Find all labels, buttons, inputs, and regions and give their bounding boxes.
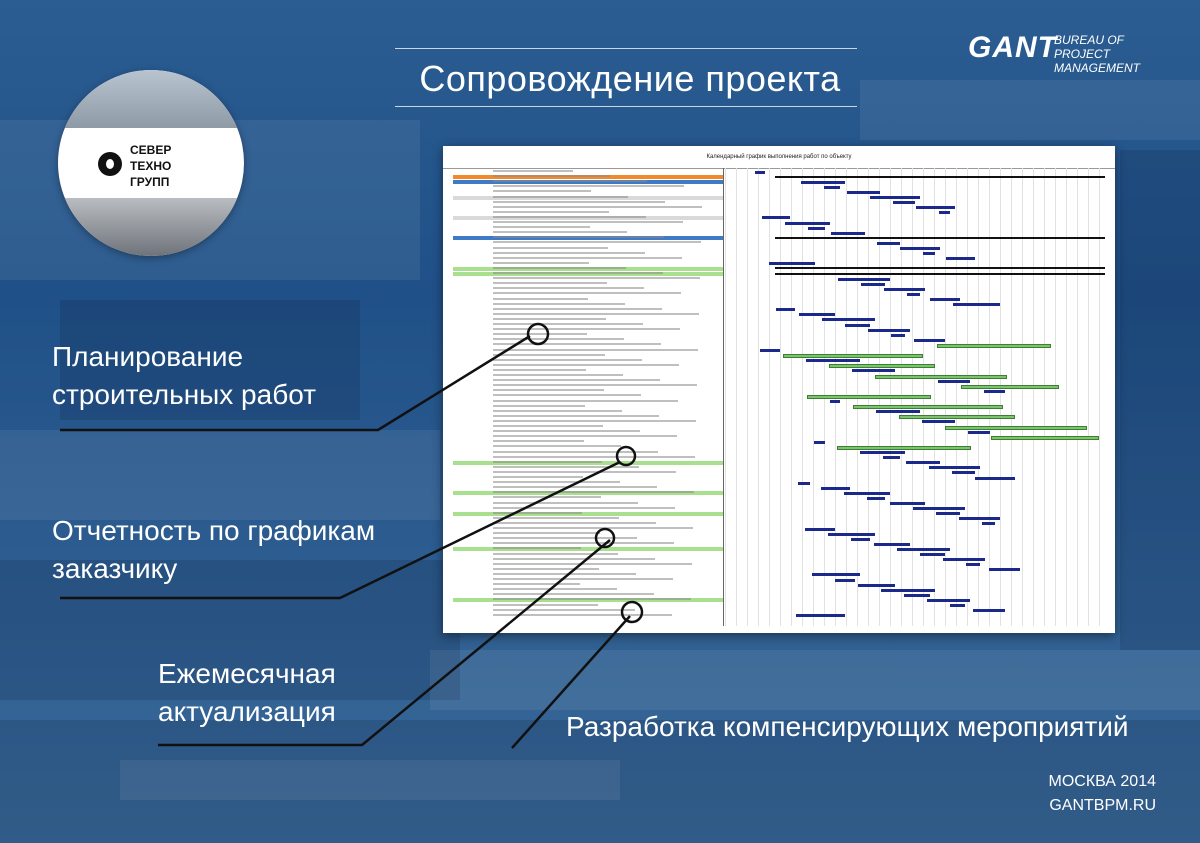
gantt-table-row: [453, 486, 723, 490]
gantt-table-row: [453, 333, 723, 337]
gantt-table-row: [453, 389, 723, 393]
gantt-task-bar: [897, 548, 950, 551]
gantt-task-bar: [867, 497, 885, 500]
gantt-table-row: [453, 364, 723, 368]
gantt-task-bar: [939, 211, 950, 214]
gantt-row-text: [493, 568, 599, 570]
gantt-task-bar: [991, 436, 1099, 440]
gantt-table-row: [453, 394, 723, 398]
gantt-row-text: [493, 400, 678, 402]
gantt-table-row: [453, 231, 723, 235]
gantt-table-row: [453, 573, 723, 577]
gantt-table-row: [453, 226, 723, 230]
gantt-task-bar: [936, 512, 960, 515]
gantt-row-text: [493, 185, 684, 187]
gantt-task-bar: [950, 604, 965, 607]
gantt-row-text: [493, 394, 641, 396]
gantt-row-text: [493, 461, 602, 463]
gantt-table-row: [453, 451, 723, 455]
label-monthly: Ежемесячная актуализация: [158, 658, 336, 727]
gantt-table-row: [453, 568, 723, 572]
building-photo: [58, 70, 244, 128]
gantt-table-row: [453, 558, 723, 562]
page-title: Сопровождение проекта: [419, 58, 841, 99]
gantt-row-text: [493, 491, 694, 493]
gantt-table-row: [453, 481, 723, 485]
gantt-table-row: [453, 369, 723, 373]
gantt-row-text: [493, 282, 607, 284]
gantt-table-row: [453, 323, 723, 327]
gantt-row-text: [493, 451, 658, 453]
gantt-task-bar: [966, 563, 980, 566]
gantt-task-bar: [775, 237, 1105, 239]
gantt-row-text: [493, 593, 654, 595]
gantt-task-bar: [904, 594, 930, 597]
gantt-table-row: [453, 282, 723, 286]
gantt-table-row: [453, 425, 723, 429]
gantt-task-bar: [961, 385, 1059, 389]
gantt-task-bar: [853, 405, 1003, 409]
gantt-task-bar: [874, 543, 910, 546]
gantt-row-text: [493, 471, 676, 473]
gantt-table-row: [453, 440, 723, 444]
gantt-task-bar: [798, 482, 810, 485]
gantt-task-bar: [989, 568, 1020, 571]
gantt-task-bar: [775, 176, 1105, 178]
gantt-row-text: [493, 522, 656, 524]
gantt-row-text: [493, 190, 591, 192]
gantt-grid-line: [725, 168, 726, 626]
gantt-row-text: [493, 614, 672, 616]
gantt-task-bar: [929, 466, 980, 469]
gantt-table-row: [453, 221, 723, 225]
gantt-table-row: [453, 308, 723, 312]
gantt-row-text: [493, 287, 644, 289]
gantt-task-bar: [829, 364, 935, 368]
gantt-row-text: [493, 303, 625, 305]
gantt-row-text: [493, 267, 626, 269]
gantt-task-bar: [775, 273, 1105, 275]
gantt-row-text: [493, 328, 680, 330]
gantt-row-text: [493, 206, 702, 208]
gantt-row-text: [493, 333, 587, 335]
gantt-task-bar: [835, 579, 855, 582]
gantt-table-row: [453, 461, 723, 465]
gantt-table-row: [453, 185, 723, 189]
gantt-task-bar: [913, 507, 965, 510]
gantt-row-text: [493, 430, 640, 432]
gantt-table-row: [453, 241, 723, 245]
gantt-table-row: [453, 491, 723, 495]
gantt-row-text: [493, 359, 642, 361]
gantt-row-text: [493, 247, 608, 249]
gantt-table-row: [453, 517, 723, 521]
gantt-table-row: [453, 206, 723, 210]
desk-photo: [58, 198, 244, 256]
gantt-table-row: [453, 578, 723, 582]
gantt-task-bar: [923, 252, 935, 255]
gantt-task-bar: [899, 415, 1015, 419]
gantt-task-bar: [937, 344, 1051, 348]
gantt-table-row: [453, 277, 723, 281]
gantt-task-bar: [975, 477, 1015, 480]
gantt-task-bar: [861, 283, 885, 286]
logo-mark: GANT: [968, 31, 1057, 64]
gantt-table-row: [453, 374, 723, 378]
gantt-row-text: [493, 466, 639, 468]
gantt-table-row: [453, 252, 723, 256]
gantt-task-bar: [812, 573, 860, 576]
gantt-row-text: [493, 507, 675, 509]
gantt-task-bar: [844, 492, 890, 495]
gantt-table-row: [453, 476, 723, 480]
gantt-task-bar: [893, 201, 915, 204]
gant-logo: [968, 30, 1168, 75]
gantt-table-row: [453, 435, 723, 439]
gantt-table-row: [453, 553, 723, 557]
gantt-table-row: [453, 466, 723, 470]
gantt-table-row: [453, 410, 723, 414]
gantt-row-text: [493, 435, 677, 437]
gantt-header: Календарный график выполнения работ по объекту: [443, 146, 1115, 169]
gantt-row-text: [493, 221, 683, 223]
gantt-row-text: [493, 486, 657, 488]
gantt-row-text: [493, 558, 655, 560]
gantt-task-bar: [927, 599, 970, 602]
gantt-row-text: [493, 496, 601, 498]
gantt-task-bar: [946, 257, 975, 260]
gantt-table-row: [453, 547, 723, 551]
logo-subtitle: [1054, 33, 1168, 75]
footer: [1049, 770, 1157, 818]
company-name: СЕВЕР ТЕХНО ГРУПП: [130, 143, 172, 189]
gantt-task-bar: [922, 420, 955, 423]
gantt-task-bar: [830, 400, 840, 403]
gantt-row-text: [493, 456, 695, 458]
gantt-table-row: [453, 588, 723, 592]
gantt-task-bar: [877, 242, 900, 245]
gantt-table-row: [453, 328, 723, 332]
gantt-task-bar: [799, 313, 835, 316]
gantt-row-text: [493, 588, 617, 590]
gantt-task-bar: [807, 395, 931, 399]
gantt-grid-line: [747, 168, 748, 626]
gantt-row-text: [493, 563, 692, 565]
gantt-task-bar: [801, 181, 845, 184]
gantt-task-bar: [851, 538, 870, 541]
gantt-task-bar: [822, 318, 875, 321]
gantt-table-row: [453, 583, 723, 587]
gantt-row-text: [493, 405, 585, 407]
gantt-row-text: [493, 226, 590, 228]
gantt-task-bar: [828, 533, 875, 536]
gantt-table-row: [453, 292, 723, 296]
gantt-row-text: [493, 369, 586, 371]
gantt-task-bar: [938, 380, 970, 383]
gantt-row-text: [493, 211, 609, 213]
gantt-table-row: [453, 349, 723, 353]
label-reporting: Отчетность по графикам заказчику: [52, 515, 376, 584]
gantt-row-text: [493, 425, 603, 427]
gantt-table-row: [453, 196, 723, 200]
gantt-row-text: [493, 512, 582, 514]
gantt-row-text: [493, 252, 645, 254]
gantt-row-text: [493, 257, 682, 259]
gantt-table-row: [453, 502, 723, 506]
gantt-grid-line: [736, 168, 737, 626]
gantt-row-text: [493, 573, 636, 575]
gantt-table-row: [453, 507, 723, 511]
gantt-task-bar: [906, 461, 940, 464]
gantt-row-text: [493, 196, 628, 198]
gantt-table-row: [453, 384, 723, 388]
gantt-table-row: [453, 211, 723, 215]
gantt-table-row: [453, 604, 723, 608]
gantt-task-bar: [943, 558, 985, 561]
gantt-row-text: [493, 547, 581, 549]
gantt-table-row: [453, 405, 723, 409]
gantt-task-bar: [808, 227, 825, 230]
gantt-row-text: [493, 517, 619, 519]
gantt-row-text: [493, 374, 623, 376]
gantt-row-text: [493, 553, 618, 555]
gantt-row-text: [493, 445, 621, 447]
gantt-row-text: [493, 583, 580, 585]
gantt-task-bar: [796, 614, 845, 617]
gantt-row-text: [493, 598, 691, 600]
gantt-table-row: [453, 338, 723, 342]
gantt-row-text: [493, 343, 661, 345]
gantt-row-text: [493, 349, 698, 351]
gantt-row-text: [493, 298, 588, 300]
gantt-row-text: [493, 578, 673, 580]
gantt-row-text: [493, 338, 624, 340]
gantt-task-bar: [883, 456, 900, 459]
gantt-task-bar: [769, 262, 815, 265]
gantt-task-bar: [852, 369, 895, 372]
gantt-table-row: [453, 170, 723, 174]
gantt-row-text: [493, 170, 573, 172]
gantt-task-bar: [831, 232, 865, 235]
gantt-table-row: [453, 267, 723, 271]
gantt-task-bar: [805, 528, 835, 531]
gantt-table-row: [453, 318, 723, 322]
gantt-timeline: [725, 168, 1107, 626]
gantt-row-text: [493, 532, 600, 534]
gantt-table-row: [453, 512, 723, 516]
title-rule-top: [395, 48, 857, 49]
gantt-task-bar: [920, 553, 945, 556]
gantt-task-bar: [900, 247, 940, 250]
gantt-table-row: [453, 400, 723, 404]
gantt-table-row: [453, 537, 723, 541]
gantt-table-row: [453, 216, 723, 220]
gantt-task-bar: [945, 426, 1087, 430]
label-planning: Планирование строительных работ: [52, 341, 317, 410]
gantt-row-text: [493, 180, 647, 182]
gantt-task-bar: [952, 471, 975, 474]
gantt-row-text: [493, 537, 637, 539]
gantt-row-text: [493, 415, 659, 417]
gantt-table-row: [453, 415, 723, 419]
gantt-row-text: [493, 323, 643, 325]
gantt-row-text: [493, 231, 627, 233]
logo-subtitle-line2: MANAGEMENT: [1054, 61, 1141, 75]
gantt-task-bar: [890, 502, 925, 505]
gantt-task-bar: [847, 191, 880, 194]
gantt-row-text: [493, 420, 696, 422]
footer-site: GANTBPM.RU: [1049, 797, 1156, 814]
oil-drop-icon: [98, 152, 122, 176]
gantt-task-bar: [755, 171, 765, 174]
gantt-table-row: [453, 201, 723, 205]
gantt-table-row: [453, 522, 723, 526]
gantt-row-text: [493, 542, 674, 544]
gantt-table-row: [453, 496, 723, 500]
gantt-table-row: [453, 257, 723, 261]
gantt-table-row: [453, 236, 723, 240]
gantt-table-row: [453, 456, 723, 460]
gantt-task-bar: [907, 293, 920, 296]
gantt-task-bar: [858, 584, 895, 587]
gantt-task-bar: [762, 216, 790, 219]
gantt-row-text: [493, 262, 589, 264]
gantt-row-text: [493, 272, 663, 274]
gantt-task-bar: [775, 267, 1105, 269]
label-compensation: Разработка компенсирующих мероприятий: [566, 711, 1129, 742]
gantt-table-row: [453, 247, 723, 251]
gantt-task-bar: [968, 431, 990, 434]
gantt-row-text: [493, 364, 679, 366]
gantt-task-bar: [930, 298, 960, 301]
gantt-row-text: [493, 527, 693, 529]
gantt-task-bar: [973, 609, 1005, 612]
gantt-table-row: [453, 262, 723, 266]
gantt-row-text: [493, 216, 646, 218]
gantt-task-bar: [881, 589, 935, 592]
gantt-row-text: [493, 481, 620, 483]
gantt-row-text: [493, 318, 606, 320]
gantt-table-row: [453, 471, 723, 475]
gantt-row-text: [493, 308, 662, 310]
gantt-row-text: [493, 384, 697, 386]
gantt-row-text: [493, 292, 681, 294]
gantt-task-bar: [884, 288, 925, 291]
footer-city-year: МОСКВА 2014: [1048, 773, 1156, 790]
gantt-task-bar: [984, 390, 1005, 393]
gantt-table-row: [453, 593, 723, 597]
title-rule-bottom: [395, 106, 857, 107]
gantt-row-text: [493, 241, 701, 243]
gantt-task-bar: [860, 451, 905, 454]
gantt-row-text: [493, 236, 664, 238]
gantt-chart-screenshot: [443, 146, 1115, 633]
gantt-table-row: [453, 614, 723, 618]
gantt-task-bar: [868, 329, 910, 332]
gantt-row-text: [493, 313, 699, 315]
gantt-table-row: [453, 175, 723, 179]
gantt-table-row: [453, 609, 723, 613]
gantt-table-row: [453, 313, 723, 317]
gantt-row-text: [493, 389, 604, 391]
gantt-task-bar: [916, 206, 955, 209]
gantt-task-bar: [838, 278, 890, 281]
gantt-table-row: [453, 343, 723, 347]
client-logo-circle: [58, 70, 244, 256]
gantt-task-bar: [821, 487, 850, 490]
gantt-task-bar: [914, 339, 945, 342]
gantt-table-row: [453, 298, 723, 302]
gantt-task-table: [453, 168, 724, 626]
gantt-task-bar: [982, 522, 995, 525]
gantt-table-row: [453, 287, 723, 291]
gantt-row-text: [493, 440, 584, 442]
gantt-task-bar: [783, 354, 923, 358]
gantt-task-bar: [959, 517, 1000, 520]
gantt-row-text: [493, 175, 610, 177]
gantt-row-text: [493, 410, 622, 412]
gantt-table-row: [453, 430, 723, 434]
gantt-task-bar: [845, 324, 870, 327]
gantt-table-row: [453, 379, 723, 383]
gantt-task-bar: [824, 186, 840, 189]
gantt-table-row: [453, 180, 723, 184]
gantt-row-text: [493, 502, 638, 504]
gantt-table-row: [453, 598, 723, 602]
gantt-task-bar: [870, 196, 920, 199]
gantt-table-row: [453, 527, 723, 531]
gantt-task-bar: [891, 334, 905, 337]
gantt-table-row: [453, 272, 723, 276]
gantt-table-row: [453, 420, 723, 424]
gantt-task-bar: [953, 303, 1000, 306]
gantt-task-bar: [814, 441, 825, 444]
gantt-table-row: [453, 354, 723, 358]
gantt-table-row: [453, 563, 723, 567]
gantt-grid-line: [758, 168, 759, 626]
gantt-task-bar: [806, 359, 860, 362]
logo-subtitle-line1: BUREAU OF PROJECT: [1054, 33, 1124, 61]
gantt-row-text: [493, 201, 665, 203]
gantt-table-row: [453, 303, 723, 307]
gantt-row-text: [493, 354, 605, 356]
gantt-grid-line: [769, 168, 770, 626]
gantt-task-bar: [776, 308, 795, 311]
gantt-row-text: [493, 379, 660, 381]
gantt-row-text: [493, 476, 583, 478]
gantt-task-bar: [785, 222, 830, 225]
gantt-table-row: [453, 445, 723, 449]
gantt-task-bar: [876, 410, 920, 413]
gantt-row-text: [493, 277, 700, 279]
gantt-task-bar: [760, 349, 780, 352]
gantt-table-row: [453, 190, 723, 194]
gantt-table-row: [453, 532, 723, 536]
gantt-task-bar: [837, 446, 971, 450]
gantt-row-text: [493, 609, 635, 611]
gantt-table-row: [453, 542, 723, 546]
gantt-row-text: [493, 604, 598, 606]
company-logo: [98, 142, 208, 190]
gantt-task-bar: [875, 375, 1007, 379]
gantt-table-row: [453, 359, 723, 363]
